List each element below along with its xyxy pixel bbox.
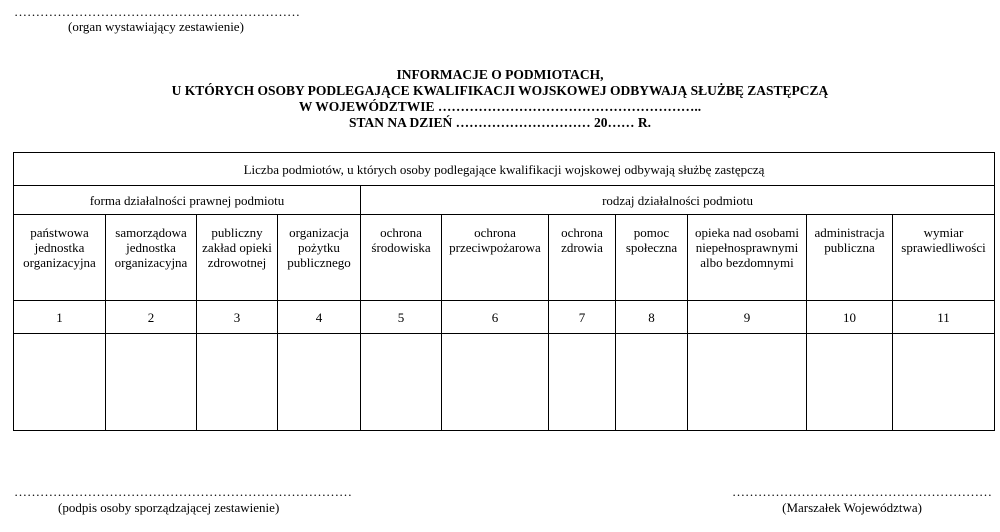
column-header: publiczny zakład opieki zdrowotnej — [197, 215, 278, 301]
column-header: pomoc społeczna — [616, 215, 688, 301]
empty-cell[interactable] — [688, 334, 807, 431]
column-number: 2 — [106, 301, 197, 334]
title-line-1: INFORMACJE O PODMIOTACH, — [396, 67, 604, 82]
data-table — [13, 152, 995, 431]
signature-caption-right: (Marszałek Województwa) — [782, 500, 922, 515]
group-header-legal-form: forma działalności prawnej podmiotu — [14, 186, 361, 215]
column-header: administracja publiczna — [807, 215, 893, 301]
signature-dotted-line-left: …………………………………………………………………… — [14, 484, 352, 499]
column-number: 8 — [616, 301, 688, 334]
column-header: wymiar sprawiedliwości — [893, 215, 995, 301]
column-number: 10 — [807, 301, 893, 334]
column-header: opieka nad osobami niepełnosprawnymi albo bezdomnymi — [688, 215, 807, 301]
column-number: 5 — [361, 301, 442, 334]
column-number: 6 — [442, 301, 549, 334]
table-main-header: Liczba podmiotów, u których osoby podlegające kwalifikacji wojskowej odbywają służbę zastępczą — [14, 153, 995, 186]
signature-dotted-line-right: …………………………………………………… — [732, 484, 992, 499]
empty-cell[interactable] — [278, 334, 361, 431]
issuer-dotted-line: ………………………………………………………… — [14, 4, 300, 19]
column-header: ochrona środowiska — [361, 215, 442, 301]
column-number: 1 — [14, 301, 106, 334]
column-number: 9 — [688, 301, 807, 334]
issuer-caption: (organ wystawiający zestawienie) — [68, 19, 244, 34]
column-number: 11 — [893, 301, 995, 334]
column-number: 7 — [549, 301, 616, 334]
title-line-2: U KTÓRYCH OSOBY PODLEGAJĄCE KWALIFIKACJI WOJSKOWEJ ODBYWAJĄ SŁUŻBĘ ZASTĘPCZĄ — [171, 83, 829, 98]
column-number: 4 — [278, 301, 361, 334]
column-header: organizacja pożytku publicznego — [278, 215, 361, 301]
empty-cell[interactable] — [807, 334, 893, 431]
column-header: ochrona zdrowia — [549, 215, 616, 301]
title-line-3: W WOJEWÓDZTWIE ………………………………………………….. — [298, 99, 702, 114]
column-number: 3 — [197, 301, 278, 334]
column-header: państwowa jednostka organizacyjna — [14, 215, 106, 301]
group-header-activity-type: rodzaj działalności podmiotu — [361, 186, 995, 215]
empty-cell[interactable] — [442, 334, 549, 431]
empty-cell[interactable] — [616, 334, 688, 431]
empty-cell[interactable] — [106, 334, 197, 431]
signature-caption-left: (podpis osoby sporządzającej zestawienie) — [58, 500, 280, 515]
document-title — [0, 67, 1000, 131]
empty-cell[interactable] — [549, 334, 616, 431]
empty-cell[interactable] — [14, 334, 106, 431]
empty-cell[interactable] — [197, 334, 278, 431]
title-line-4: STAN NA DZIEŃ ………………………… 20…… R. — [348, 115, 652, 130]
column-header: samorządowa jednostka organizacyjna — [106, 215, 197, 301]
column-header: ochrona przeciwpożarowa — [442, 215, 549, 301]
empty-cell[interactable] — [361, 334, 442, 431]
empty-cell[interactable] — [893, 334, 995, 431]
